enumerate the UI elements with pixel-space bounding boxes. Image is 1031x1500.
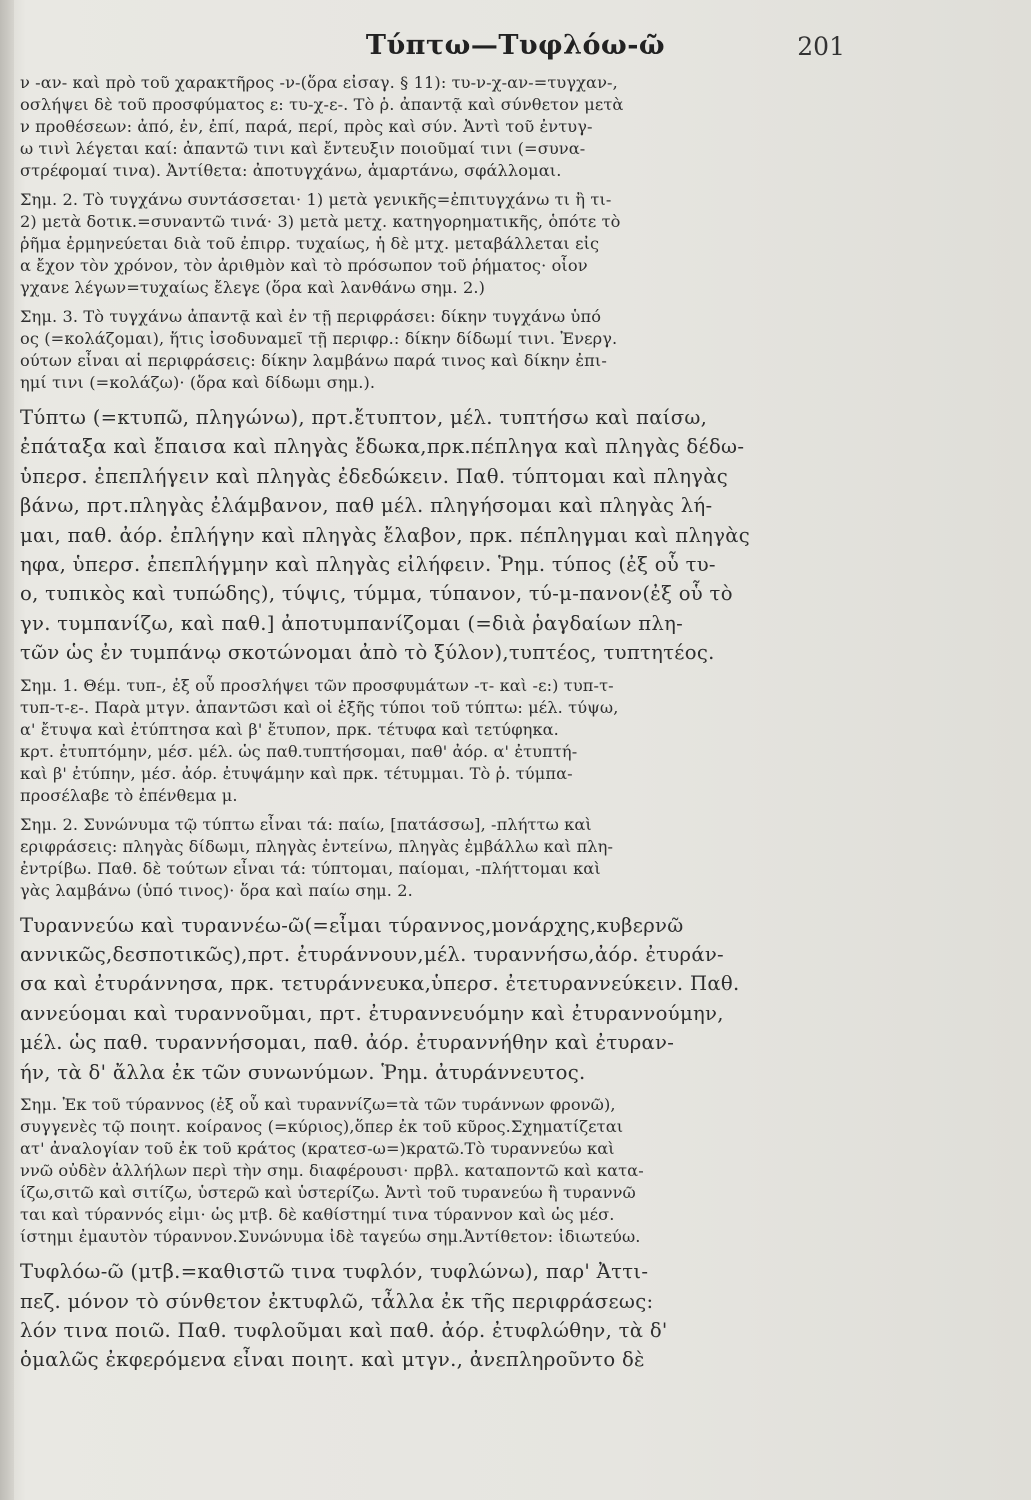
entry-block — [20, 1257, 888, 1375]
text-line: καὶ β' ἐτύπην, μέσ. ἀόρ. ἐτυψάμην καὶ πρκ. τέτυμμαι. Τὸ ῥ. τύμπα- — [20, 763, 573, 783]
entry-line: Τυφλόω-ῶ (μτβ.=καθιστῶ τινα τυφλόν, τυφλώνω), παρ' Ἀττι- — [20, 1260, 649, 1284]
text-line: α ἔχον τὸν χρόνον, τὸν ἀριθμὸν καὶ τὸ πρόσωπον τοῦ ῥήματος· οἷον — [20, 256, 588, 275]
text-line: στρέφομαί τινα). Ἀντίθετα: ἀποτυγχάνω, ἁμαρτάνω, σφάλλομαι. — [20, 161, 562, 180]
text-line: ῥῆμα ἑρμηνεύεται διὰ τοῦ ἐπιρρ. τυχαίως, ἡ δὲ μτχ. μεταβάλλεται εἰς — [20, 234, 600, 253]
text-line: τυπ-τ-ε-. Παρὰ μτγν. ἀπαντῶσι καὶ οἱ ἑξῆς τύποι τοῦ τύπτω: μέλ. τύψω, — [20, 697, 619, 717]
entry-block — [20, 403, 888, 668]
entry-line: ἐπάταξα καὶ ἔπαισα καὶ πληγὰς ἔδωκα,πρκ.πέπληγα καὶ πληγὰς δέδω- — [20, 435, 745, 459]
text-line: α' ἔτυψα καὶ ἐτύπτησα καὶ β' ἔτυπον, πρκ. τέτυφα καὶ τετύφηκα. — [20, 719, 559, 739]
text-line: ίζω,σιτῶ καὶ σιτίζω, ὑστερῶ καὶ ὑστερίζω. Ἀντὶ τοῦ τυρανεύω ἢ τυραννῶ — [20, 1183, 636, 1203]
text-line: Σημ. 1. Θέμ. τυπ-, ἐξ οὗ προσλήψει τῶν προσφυμάτων -τ- καὶ -ε:) τυπ-τ- — [20, 675, 614, 695]
text-line: ν -αν- καὶ πρὸ τοῦ χαρακτῆρος -ν-(ὅρα εἰσαγ. § 11): τυ-ν-χ-αν-=τυγχαν-, — [20, 73, 618, 92]
text-line: Σημ. 2. Τὸ τυγχάνω συντάσσεται· 1) μετὰ γενικῆς=ἐπιτυγχάνω τι ἢ τι- — [20, 190, 612, 209]
entry-line: ὑπερσ. ἐπεπλήγειν καὶ πληγὰς ἐδεδώκειν. Παθ. τύπτομαι καὶ πληγὰς — [20, 464, 729, 488]
note-block — [20, 675, 888, 807]
text-line: Σημ. Ἐκ τοῦ τύραννος (ἐξ οὗ καὶ τυραννίζω=τὰ τῶν τυράννων φρονῶ), — [20, 1095, 616, 1115]
text-line: ος (=κολάζομαι), ἥτις ἰσοδυναμεῖ τῇ περιφρ.: δίκην δίδωμί τινι. Ἐνεργ. — [20, 329, 618, 348]
entry-line: ήν, τὰ δ' ἄλλα ἐκ τῶν συνωνύμων. Ῥημ. ἀτυράννευτος. — [20, 1060, 586, 1084]
text-line: συγγενὲς τῷ ποιητ. κοίρανος (=κύριος),ὅπερ ἐκ τοῦ κῦρος.Σχηματίζεται — [20, 1117, 624, 1137]
entry-line: γν. τυμπανίζω, καὶ παθ.] ἀποτυμπανίζομαι (=διὰ ῥαγδαίων πλη- — [20, 611, 684, 635]
entry-line: ηφα, ὑπερσ. ἐπεπλήγμην καὶ πληγὰς εἰλήφειν. Ῥημ. τύπος (ἐξ οὗ τυ- — [20, 553, 716, 577]
entry-line: πεζ. μόνον τὸ σύνθετον ἐκτυφλῶ, τἆλλα ἐκ τῆς περιφράσεως: — [20, 1289, 654, 1313]
text-line: ω τινὶ λέγεται καί: ἀπαντῶ τινι καὶ ἔντευξιν ποιοῦμαί τινι (=συνα- — [20, 139, 586, 158]
text-line: Σημ. 2. Συνώνυμα τῷ τύπτω εἶναι τά: παίω, [πατάσσω], -πλήττω καὶ — [20, 814, 592, 834]
text-line: κρτ. ἐτυπτόμην, μέσ. μέλ. ὡς παθ.τυπτήσομαι, παθ' ἀόρ. α' ἐτυπτή- — [20, 741, 578, 761]
text-line: ν προθέσεων: ἀπό, ἐν, ἐπί, παρά, περί, πρὸς καὶ σύν. Ἀντὶ τοῦ ἐντυγ- — [20, 117, 593, 136]
page-number: 201 — [797, 32, 845, 61]
text-line: ούτων εἶναι αἱ περιφράσεις: δίκην λαμβάνω παρά τινος καὶ δίκην ἐπι- — [20, 351, 607, 370]
text-line: γχανε λέγων=τυχαίως ἔλεγε (ὅρα καὶ λανθάνω σημ. 2.) — [20, 278, 486, 297]
running-header — [0, 30, 1031, 66]
entry-line: Τύπτω (=κτυπῶ, πληγώνω), πρτ.ἔτυπτον, μέλ. τυπτήσω καὶ παίσω, — [20, 406, 708, 429]
text-line: ίστημι ἐμαυτὸν τύραννον.Συνώνυμα ἰδὲ ταγεύω σημ.Ἀντίθετον: ἰδιωτεύω. — [20, 1227, 641, 1247]
entry-line: λόν τινα ποιῶ. Παθ. τυφλοῦμαι καὶ παθ. ἀόρ. ἐτυφλώθην, τὰ δ' — [20, 1318, 668, 1342]
note-block — [20, 72, 888, 182]
note-block — [20, 814, 888, 902]
text-line: ννῶ οὐδὲν ἀλλήλων περὶ τὴν σημ. διαφέρουσι· πρβλ. καταποντῶ καὶ κατα- — [20, 1161, 644, 1181]
page-gutter — [0, 0, 14, 1500]
text-line: γὰς λαμβάνω (ὑπό τινος)· ὅρα καὶ παίω σημ. 2. — [20, 880, 413, 900]
note-block — [20, 306, 888, 394]
text-line: Σημ. 3. Τὸ τυγχάνω ἀπαντᾷ καὶ ἐν τῇ περιφράσει: δίκην τυγχάνω ὑπό — [20, 307, 602, 326]
entry-line: αννικῶς,δεσποτικῶς),πρτ. ἐτυράννουν,μέλ. τυραννήσω,ἀόρ. ἐτυράν- — [20, 943, 724, 967]
text-line: προσέλαβε τὸ ἐπένθεμα μ. — [20, 785, 238, 805]
entry-line: αννεύομαι καὶ τυραννοῦμαι, πρτ. ἐτυραννευόμην καὶ ἐτυραννούμην, — [20, 1001, 724, 1025]
running-title: Τύπτω—Τυφλόω-ῶ — [365, 30, 666, 61]
text-line: 2) μετὰ δοτικ.=συναντῶ τινά· 3) μετὰ μετχ. κατηγορηματικῆς, ὁπότε τὸ — [20, 212, 621, 231]
entry-line: ὁμαλῶς ἐκφερόμενα εἶναι ποιητ. καὶ μτγν., ἀνεπληροῦντο δὲ — [20, 1348, 645, 1372]
text-line: ται καὶ τύραννός εἰμι· ὡς μτβ. δὲ καθίστημί τινα τύραννον καὶ ὡς μέσ. — [20, 1205, 615, 1225]
note-block — [20, 1094, 888, 1248]
entry-block — [20, 911, 888, 1087]
page-body — [20, 72, 888, 1375]
entry-line: ο, τυπικὸς καὶ τυπώδης), τύψις, τύμμα, τύπανον, τύ-μ-πανον(ἐξ οὗ τὸ — [20, 582, 733, 606]
entry-line: σα καὶ ἐτυράννησα, πρκ. τετυράννευκα,ὑπερσ. ἐτετυραννεύκειν. Παθ. — [20, 972, 740, 996]
text-line: ἐντρίβω. Παθ. δὲ τούτων εἶναι τά: τύπτομαι, παίομαι, -πλήττομαι καὶ — [20, 858, 601, 878]
text-line: ατ' ἀναλογίαν τοῦ ἐκ τοῦ κράτος (κρατεσ-ω=)κρατῶ.Τὸ τυραννεύω καὶ — [20, 1139, 615, 1159]
note-block — [20, 189, 888, 299]
text-line: εριφράσεις: πληγὰς δίδωμι, πληγὰς ἐντείνω, πληγὰς ἐμβάλλω καὶ πλη- — [20, 836, 614, 856]
entry-line: μαι, παθ. ἀόρ. ἐπλήγην καὶ πληγὰς ἔλαβον, πρκ. πέπληγμαι καὶ πληγὰς — [20, 523, 751, 547]
entry-line: βάνω, πρτ.πληγὰς ἐλάμβανον, παθ μέλ. πληγήσομαι καὶ πληγὰς λή- — [20, 494, 713, 518]
entry-line: τῶν ὡς ἐν τυμπάνῳ σκοτώνομαι ἀπὸ τὸ ξύλον),τυπτέος, τυπτητέος. — [20, 641, 715, 665]
entry-line: μέλ. ὡς παθ. τυραννήσομαι, παθ. ἀόρ. ἐτυραννήθην καὶ ἐτυραν- — [20, 1031, 675, 1055]
text-line: οσλήψει δὲ τοῦ προσφύματος ε: τυ-χ-ε-. Τὸ ῥ. ἀπαντᾷ καὶ σύνθετον μετὰ — [20, 95, 624, 114]
text-line: ημί τινι (=κολάζω)· (ὅρα καὶ δίδωμι σημ.). — [20, 373, 376, 392]
entry-line: Τυραννεύω καὶ τυραννέω-ῶ(=εἶμαι τύραννος,μονάρχης,κυβερνῶ — [20, 913, 684, 937]
